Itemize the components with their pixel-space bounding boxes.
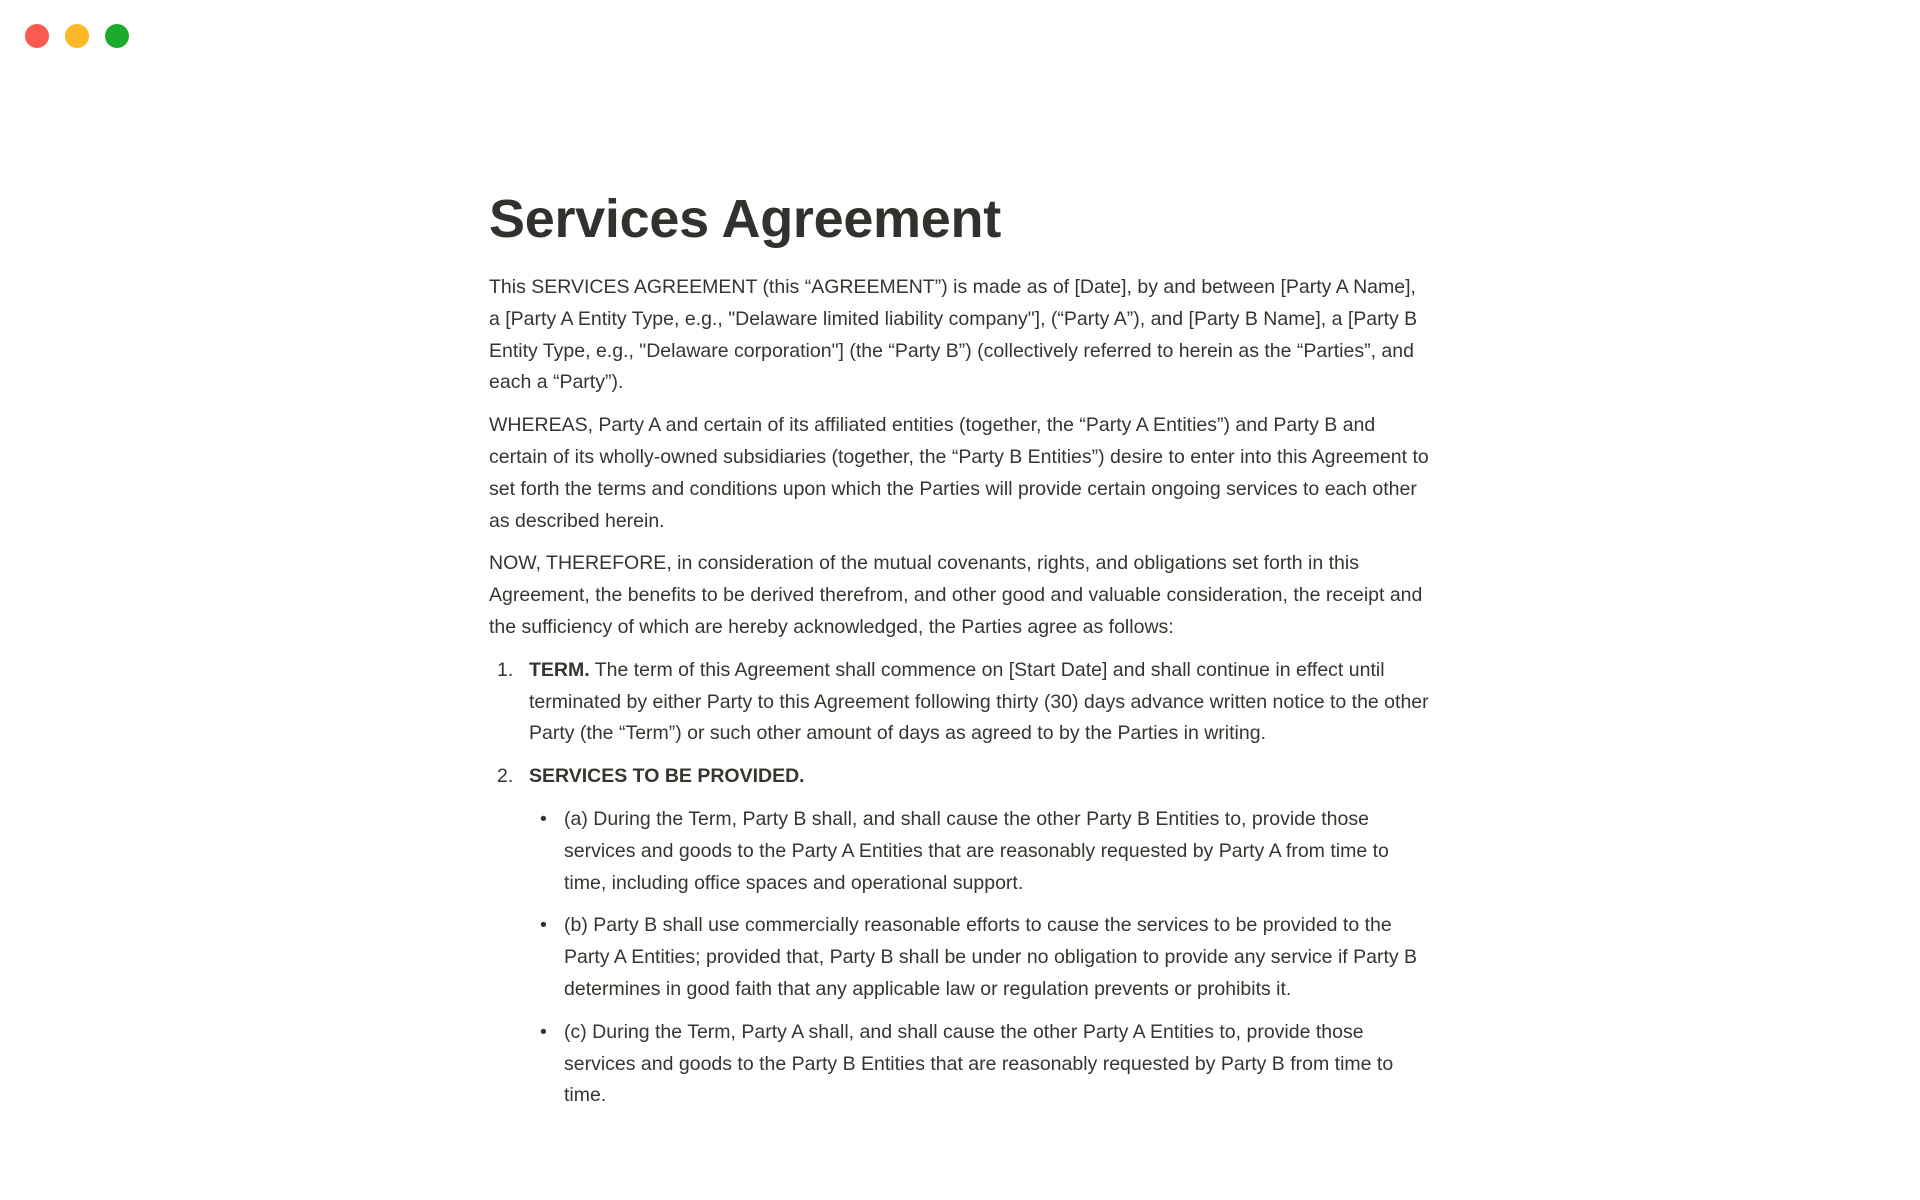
- close-button[interactable]: [25, 24, 49, 48]
- list-number: 1.: [497, 658, 514, 681]
- item-lead: TERM.: [529, 658, 590, 681]
- paragraph-now-therefore[interactable]: NOW, THEREFORE, in consideration of the mutual covenants, rights, and obligations set forth in this Agreement, the benefits to be derived therefrom, and other good and valuable consideration, the receipt and the sufficiency of which are hereby acknowledged, the Parties agree as follows:: [489, 552, 1423, 638]
- bullet-item-b[interactable]: [489, 910, 1431, 1005]
- numbered-item-term[interactable]: [489, 655, 1431, 750]
- item-text: The term of this Agreement shall commence on [Start Date] and shall continue in effect until terminated by either Party to this Agreement following thirty (30) days advance written notice to the other Party (the “Term”) or such other amount of days as agreed to by the Parties in writing.: [529, 658, 1429, 745]
- bullet-text: (a) During the Term, Party B shall, and shall cause the other Party B Entities to, provide those services and goods to the Party A Entities that are reasonably requested by Party A from time to time, including office spaces and operational support.: [564, 807, 1389, 894]
- document-page: [489, 0, 1431, 1112]
- bullet-marker: •: [540, 807, 547, 830]
- bullet-text: (b) Party B shall use commercially reasonable efforts to cause the services to be provided to the Party A Entities; provided that, Party B shall be under no obligation to provide any service if Party B determines in good faith that any applicable law or regulation prevents or prohibits it.: [564, 914, 1418, 1000]
- page-title[interactable]: Services Agreement: [489, 189, 1001, 249]
- window-controls: [25, 24, 129, 48]
- paragraph-whereas[interactable]: WHEREAS, Party A and certain of its affiliated entities (together, the “Party A Entities”) and Party B and certain of its wholly-owned subsidiaries (together, the “Party B Entities”) desire to enter into this Agreement to set forth the terms and conditions upon which the Parties will provide certain ongoing services to each other as described herein.: [489, 414, 1429, 532]
- zoom-button[interactable]: [105, 24, 129, 48]
- bullet-text: (c) During the Term, Party A shall, and shall cause the other Party A Entities to, provide those services and goods to the Party B Entities that are reasonably requested by Party B from time to time.: [564, 1020, 1394, 1107]
- numbered-item-services[interactable]: [489, 761, 1431, 793]
- bullet-marker: •: [540, 1020, 547, 1043]
- item-lead: SERVICES TO BE PROVIDED.: [529, 765, 805, 788]
- list-number: 2.: [497, 765, 514, 788]
- bullet-marker: •: [540, 914, 547, 937]
- minimize-button[interactable]: [65, 24, 89, 48]
- paragraph-preamble[interactable]: This SERVICES AGREEMENT (this “AGREEMENT”) is made as of [Date], by and between [Party A Name], a [Party A Entity Type, e.g., "Delaware limited liability company"], (“Party A”), and [Party B Name], a [Party B Entity Type, e.g., "Delaware corporation"] (the “Party B”) (collectively referred to herein as the “Parties”, and each a “Party”).: [489, 276, 1418, 394]
- terms-list: [489, 655, 1431, 1112]
- bullet-item-c[interactable]: [489, 1017, 1431, 1112]
- bullet-item-a[interactable]: [489, 804, 1431, 899]
